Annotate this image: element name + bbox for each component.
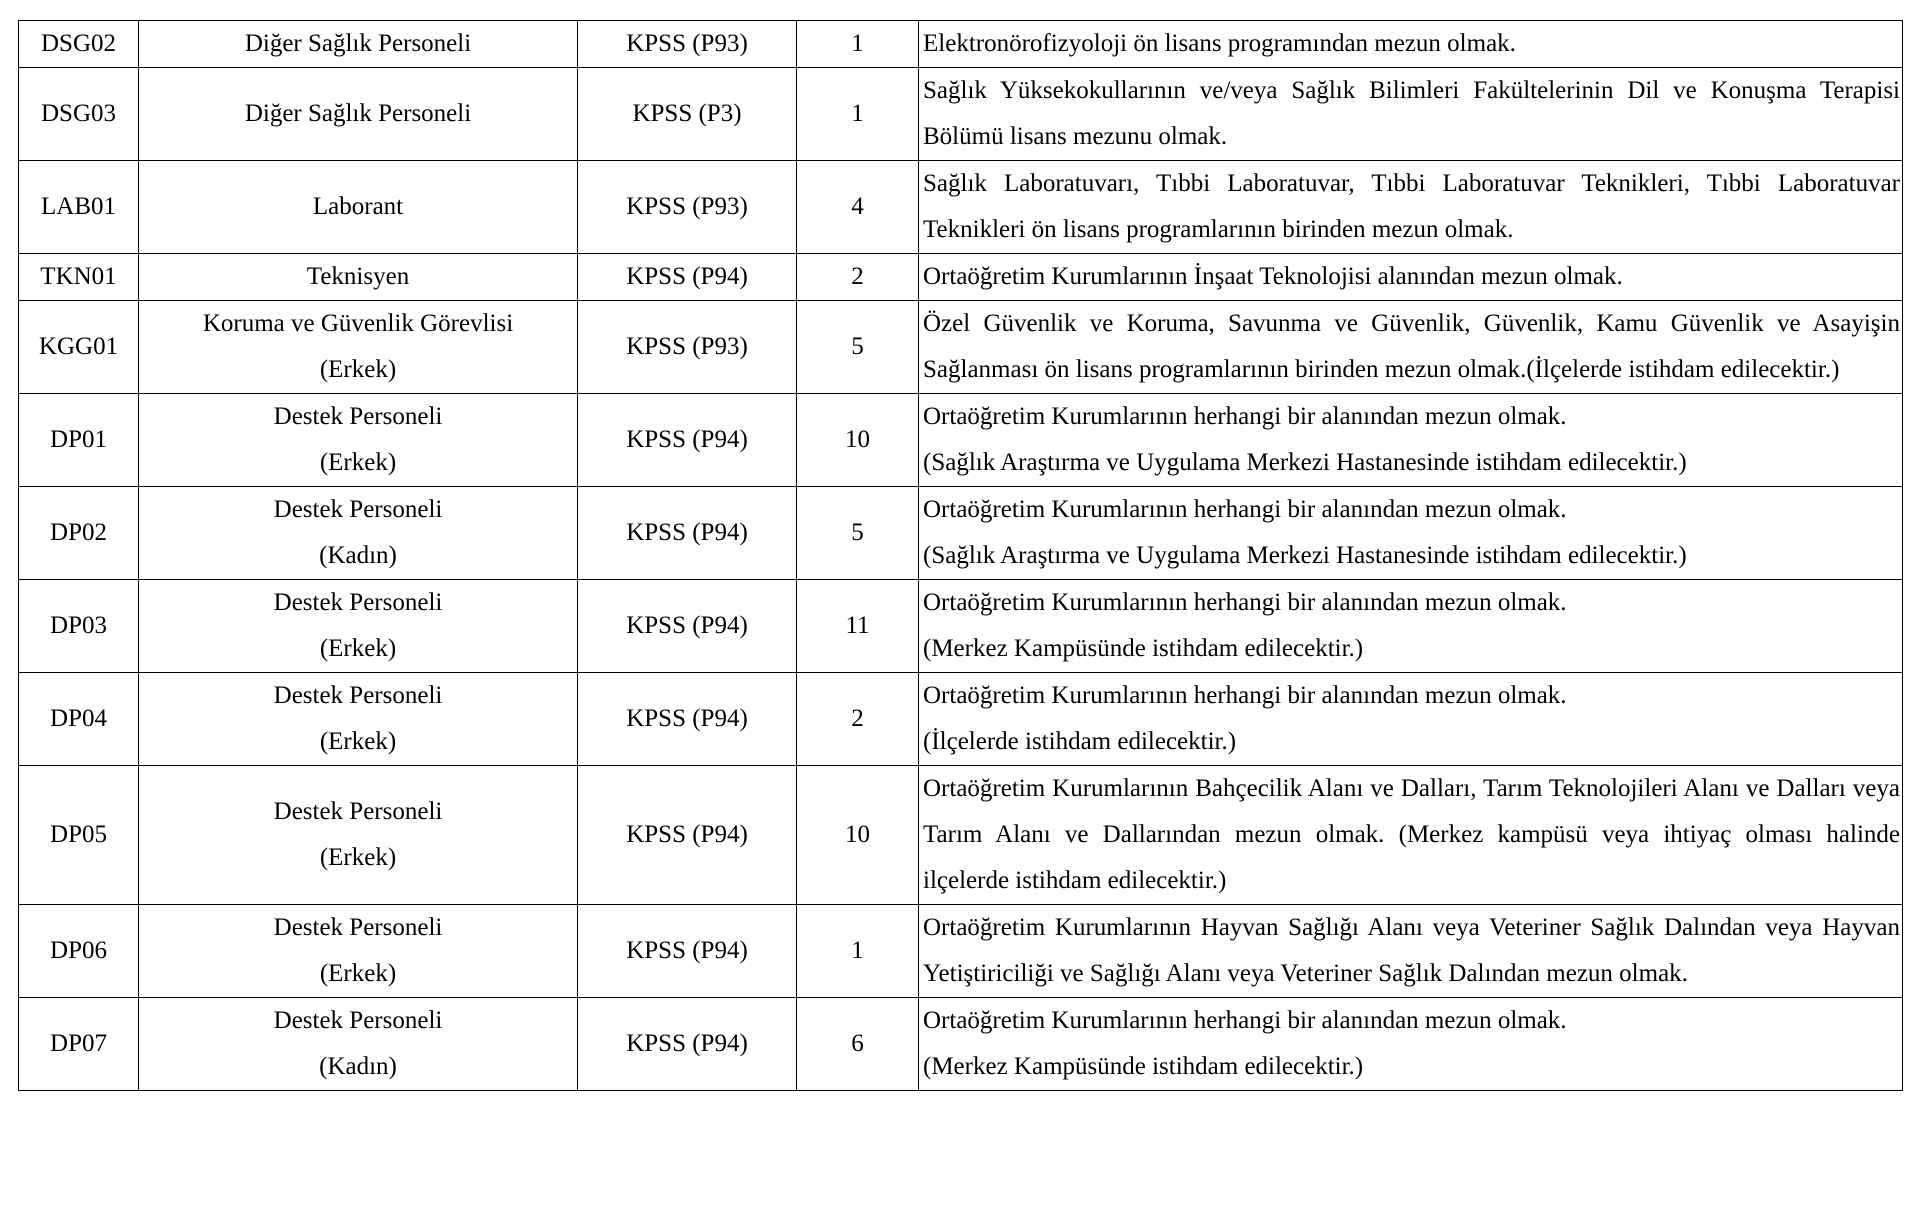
table-row — [19, 998, 1903, 1091]
position-code-cell: DSG03 — [19, 68, 139, 161]
position-title-line: Koruma ve Güvenlik Görevlisi — [202, 310, 514, 337]
table-row — [19, 301, 1903, 394]
position-title-line: Destek Personeli — [273, 798, 443, 825]
table-row — [19, 254, 1903, 301]
position-title-line: Teknisyen — [306, 263, 410, 290]
requirement-line: (Sağlık Araştırma ve Uygulama Merkezi Hastanesinde istihdam edilecektir.) — [923, 542, 1687, 569]
requirement-line: Ortaöğretim Kurumlarının herhangi bir alanından mezun olmak. — [923, 496, 1567, 523]
position-title-line: (Erkek) — [319, 844, 397, 871]
exam-type-cell: KPSS (P94) — [578, 394, 797, 487]
table-row — [19, 766, 1903, 905]
requirement-line: Ortaöğretim Kurumlarının herhangi bir alanından mezun olmak. — [923, 682, 1567, 709]
requirement-cell — [919, 998, 1903, 1091]
positions-table — [18, 20, 1903, 1091]
exam-type-cell: KPSS (P94) — [578, 673, 797, 766]
position-code-cell: DP04 — [19, 673, 139, 766]
position-count-cell: 1 — [797, 905, 919, 998]
exam-type-cell: KPSS (P93) — [578, 21, 797, 68]
position-title-line: (Erkek) — [319, 960, 397, 987]
exam-type-cell: KPSS (P94) — [578, 766, 797, 905]
requirement-line: Ortaöğretim Kurumlarının İnşaat Teknolojisi alanından mezun olmak. — [923, 263, 1623, 290]
position-count-cell: 2 — [797, 673, 919, 766]
requirement-line: (Sağlık Araştırma ve Uygulama Merkezi Hastanesinde istihdam edilecektir.) — [923, 449, 1687, 476]
position-count-cell: 1 — [797, 21, 919, 68]
position-title-line: Destek Personeli — [273, 682, 443, 709]
requirement-line: Özel Güvenlik ve Koruma, Savunma ve Güvenlik, Güvenlik, Kamu Güvenlik ve Asayişin Sağlanması ön lisans programlarının birinden mezun olmak.(İlçelerde istihdam edilecektir.) — [923, 310, 1900, 383]
exam-type-cell: KPSS (P93) — [578, 301, 797, 394]
requirement-cell — [919, 487, 1903, 580]
position-title-cell — [139, 673, 578, 766]
requirement-line: Ortaöğretim Kurumlarının Hayvan Sağlığı Alanı veya Veteriner Sağlık Dalından veya Hayvan Yetiştiriciliği ve Sağlığı Alanı veya Veteriner Sağlık Dalından mezun olmak. — [923, 914, 1900, 987]
requirement-line: (Merkez Kampüsünde istihdam edilecektir.) — [923, 635, 1364, 662]
exam-type-cell: KPSS (P94) — [578, 254, 797, 301]
position-title-line: Diğer Sağlık Personeli — [244, 30, 472, 57]
position-title-line: (Erkek) — [319, 728, 397, 755]
position-title-line: Destek Personeli — [273, 589, 443, 616]
position-title-line: Diğer Sağlık Personeli — [244, 100, 472, 127]
position-title-cell — [139, 301, 578, 394]
exam-type-cell: KPSS (P94) — [578, 487, 797, 580]
requirement-line: Elektronörofizyoloji ön lisans programından mezun olmak. — [923, 30, 1516, 57]
position-title-line: (Erkek) — [319, 635, 397, 662]
requirement-line: Ortaöğretim Kurumlarının herhangi bir alanından mezun olmak. — [923, 403, 1567, 430]
position-title-cell — [139, 766, 578, 905]
table-row — [19, 487, 1903, 580]
position-title-line: Destek Personeli — [273, 1007, 443, 1034]
position-title-line: Laborant — [312, 193, 404, 220]
requirement-cell — [919, 394, 1903, 487]
position-code-cell: DP03 — [19, 580, 139, 673]
requirement-line: Sağlık Laboratuvarı, Tıbbi Laboratuvar, Tıbbi Laboratuvar Teknikleri, Tıbbi Laboratuvar Teknikleri ön lisans programlarının birinden mezun olmak. — [923, 170, 1900, 243]
position-code-cell: TKN01 — [19, 254, 139, 301]
requirement-cell — [919, 21, 1903, 68]
position-title-cell — [139, 21, 578, 68]
positions-table-body — [19, 21, 1903, 1091]
exam-type-cell: KPSS (P94) — [578, 998, 797, 1091]
requirement-cell — [919, 301, 1903, 394]
position-title-cell — [139, 905, 578, 998]
table-row — [19, 68, 1903, 161]
requirement-cell — [919, 580, 1903, 673]
position-title-cell — [139, 580, 578, 673]
table-row — [19, 905, 1903, 998]
position-code-cell: LAB01 — [19, 161, 139, 254]
position-title-cell — [139, 998, 578, 1091]
table-row — [19, 161, 1903, 254]
position-count-cell: 2 — [797, 254, 919, 301]
position-title-line: (Kadın) — [319, 1053, 397, 1080]
position-title-cell — [139, 161, 578, 254]
position-code-cell: DP01 — [19, 394, 139, 487]
position-count-cell: 5 — [797, 487, 919, 580]
position-code-cell: DSG02 — [19, 21, 139, 68]
requirement-line: Sağlık Yüksekokullarının ve/veya Sağlık Bilimleri Fakültelerinin Dil ve Konuşma Terapisi Bölümü lisans mezunu olmak. — [923, 77, 1900, 150]
exam-type-cell: KPSS (P3) — [578, 68, 797, 161]
position-title-line: (Erkek) — [319, 449, 397, 476]
requirement-cell — [919, 766, 1903, 905]
exam-type-cell: KPSS (P93) — [578, 161, 797, 254]
position-count-cell: 1 — [797, 68, 919, 161]
position-title-line: (Erkek) — [319, 356, 397, 383]
requirement-line: Ortaöğretim Kurumlarının Bahçecilik Alanı ve Dalları, Tarım Teknolojileri Alanı ve Dalları veya Tarım Alanı ve Dallarından mezun olmak. (Merkez kampüsü veya ihtiyaç olması halinde ilçelerde istihdam edilecektir.) — [923, 775, 1900, 894]
position-code-cell: DP05 — [19, 766, 139, 905]
position-title-cell — [139, 394, 578, 487]
position-count-cell: 5 — [797, 301, 919, 394]
requirement-line: Ortaöğretim Kurumlarının herhangi bir alanından mezun olmak. — [923, 1007, 1567, 1034]
position-title-cell — [139, 254, 578, 301]
positions-table-container — [18, 20, 1902, 1091]
requirement-cell — [919, 254, 1903, 301]
position-title-line: (Kadın) — [319, 542, 397, 569]
table-row — [19, 673, 1903, 766]
table-row — [19, 21, 1903, 68]
position-count-cell: 4 — [797, 161, 919, 254]
exam-type-cell: KPSS (P94) — [578, 580, 797, 673]
table-row — [19, 394, 1903, 487]
position-title-cell — [139, 68, 578, 161]
position-code-cell: DP06 — [19, 905, 139, 998]
requirement-cell — [919, 905, 1903, 998]
exam-type-cell: KPSS (P94) — [578, 905, 797, 998]
position-title-line: Destek Personeli — [273, 914, 443, 941]
requirement-cell — [919, 673, 1903, 766]
position-code-cell: DP07 — [19, 998, 139, 1091]
requirement-line: Ortaöğretim Kurumlarının herhangi bir alanından mezun olmak. — [923, 589, 1567, 616]
position-count-cell: 10 — [797, 766, 919, 905]
requirement-cell — [919, 68, 1903, 161]
requirement-cell — [919, 161, 1903, 254]
position-title-line: Destek Personeli — [273, 496, 443, 523]
position-count-cell: 10 — [797, 394, 919, 487]
position-code-cell: KGG01 — [19, 301, 139, 394]
position-code-cell: DP02 — [19, 487, 139, 580]
position-count-cell: 11 — [797, 580, 919, 673]
position-title-cell — [139, 487, 578, 580]
requirement-line: (Merkez Kampüsünde istihdam edilecektir.) — [923, 1053, 1364, 1080]
position-title-line: Destek Personeli — [273, 403, 443, 430]
position-count-cell: 6 — [797, 998, 919, 1091]
table-row — [19, 580, 1903, 673]
requirement-line: (İlçelerde istihdam edilecektir.) — [923, 728, 1237, 755]
